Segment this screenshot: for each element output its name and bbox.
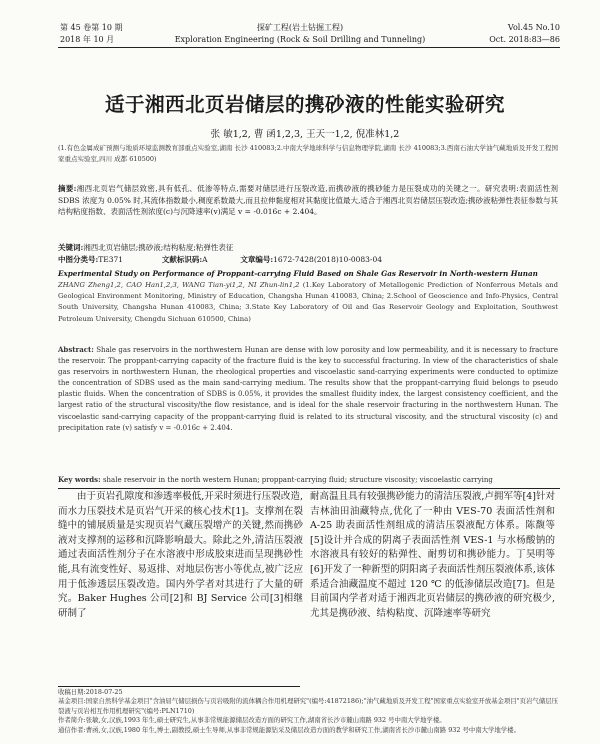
- keywords-en-text: shale reservoir in the north western Hunan; proppant-carrying fluid; structure viscosity; viscoelastic carrying: [102, 476, 493, 484]
- abstract-en-text: Shale gas reservoirs in the northwestern Hunan are dense with low porosity and low permeability, and it is necessary to fracture the reservoir. The proppant-carrying capacity of the fracture fluid is the key to successful fracturing. In view of the characteristics of shale gas reservoirs in northwestern Hunan, the rheological properties and viscoelastic sand-carrying experiments were conducted to optimize the concentration of SDBS used as the main sand-carrying medium. The results show that the proppant-carrying fluid belongs to pseudo plastic fluids. When the concentration of SDBS is 0.05%, it provides the smallest fluidity index, the largest consistency coefficient, and the largest ratio of the structural viscosity/the flow resistance, and is ideal for the shale reservoir fracturing in the northwestern Hunan. The viscoelastic sand-carrying capacity of the proppant-carrying fluid is related to its structural viscosity, and the structural viscosity (c) and precipitation rate (v) satisfy v = -0.016c + 2.404.: [58, 346, 558, 432]
- english-title: Experimental Study on Performance of Proppant-carrying Fluid Based on Shale Gas Reservoir in North-western Hunan: [58, 269, 538, 278]
- english-authors: ZHANG Zheng1,2, CAO Han1,2,3, WANG Tian-yi1,2, NI Zhun-lin1,2: [58, 281, 300, 289]
- date-en: Oct. 2018:83—86: [489, 35, 560, 44]
- clc-label: 中图分类号:: [58, 255, 99, 264]
- paper-title: 适于湘西北页岩储层的携砂液的性能实验研究: [104, 93, 505, 116]
- abstract-cn-label: 摘要:: [58, 184, 77, 193]
- abstract-rule: [58, 488, 560, 489]
- abstract-cn: [58, 183, 558, 218]
- doc-code: A: [202, 255, 208, 264]
- body-column-left: 由于页岩孔隙度和渗透率极低,开采时须进行压裂改造,而水力压裂技术是页岩气开采的核心技术[1]。支撑剂在裂缝中的铺展质量是实现页岩气藏压裂增产的关键,然而携砂液对支撑剂的运移和沉降影响最大。除此之外,清洁压裂液通过表面活性剂分子在水溶液中形成胶束进而呈现携砂性能,具有流变性好、易返排、对地层伤害小等优点,被广泛应用于低渗透层压裂改造。国内外学者对其进行了大量的研究。Baker Hughes 公司[2]和 BJ Service 公司[3]相继研制了: [58, 491, 303, 619]
- english-affiliations: (1.Key Laboratory of Metallogenic Prediction of Nonferrous Metals and Geological Environment Monitoring, Ministry of Education, Changsha Hunan 410083, China; 2.School of Geoscience and Info-Physics, Central South University, Changsha Hunan 410083, China; 3.State Key Laboratory of Oil and Gas Reservoir Geology and Exploitation, Southwest Petroleum University, Chengdu Sichuan 610500, China): [58, 281, 558, 323]
- keywords-en: [58, 474, 558, 486]
- classification-line: [58, 254, 558, 265]
- header-right: [489, 22, 560, 46]
- abstract-cn-text: 湘西北页岩气储层致密,具有低孔、低渗等特点,需要对储层进行压裂改造,而携砂液的携砂能力是压裂成功的关键之一。研究表明:表面活性剂 SDBS 浓度为 0.05% 时,其流体指数最小,稠度系数最大,而且拉伸黏度相对其黏度比值最大,适合于湘西北页岩储层压裂改造;携砂液粘弹性表征参数与其结构粘度指数、表面活性剂浓度(c)与沉降速率(v)满足 v = -0.016c + 2.404。: [58, 184, 558, 216]
- doc-code-label: 文献标识码:: [161, 255, 203, 264]
- english-authors-affiliations: [58, 280, 558, 325]
- clc-code: TE371: [98, 255, 124, 264]
- date-cn: 2018 年 10 月: [60, 35, 115, 44]
- volume-en: Vol.45 No.10: [507, 23, 560, 32]
- footnote-funding: 基金项目:国家自然科学基金项目"含油屈气储层损伤与页岩吸附的流体耦合作用机理研究"(编号:41872186);"油气藏地质及开发工程"国家重点实验室开放基金项目"页岩气储层压裂液与页岩相互作用机理研究"(编号:PLN1710): [58, 697, 558, 715]
- keywords-cn-text: 湘西北页岩储层;携砂液;结构粘度;粘弹性表征: [83, 243, 234, 252]
- footnote-corresponding: 通信作者:曹函,女,汉族,1980 年生,博士,副教授,硕士生导师,从事非常规能源钻采及储层改造方面的教学和研究工作,湖南省长沙市麓山南路 932 号中南大学地学楼。: [58, 725, 520, 734]
- affiliations-cn: (1.有色金属成矿预测与地质环境监测教育部重点实验室,湖南 长沙 410083;2.中南大学地球科学与信息物理学院,湖南 长沙 410083;3.西南石油大学油气藏地质及开发工程国家重点实验室,四川 成都 610500): [58, 144, 558, 163]
- body-column-right: 耐高温且具有较强携砂能力的清洁压裂液,卢拥军等[4]针对吉林油田油藏特点,优化了一种由 VES-70 表面活性剂和 A-25 助表面活性剂组成的清洁压裂液配方体系。陈馥等[5]设计并合成的阴离子表面活性剂 VES-1 与水杨酸钠的水溶液具有较好的粘弹性、耐剪切和携砂能力。丁昊明等[6]开发了一种新型的阴阳离子表面活性剂压裂液体系,该体系适合油藏温度不超过 120 ℃ 的低渗储层改造[7]。但是目前国内学者对适于湘西北页岩储层的携砂液的研究极少,尤其是携砂液、结构粘度、沉降速率等研究: [310, 491, 555, 619]
- footnote-received: 收稿日期:2018-07-25: [58, 688, 123, 696]
- footnote-rule: [58, 686, 300, 687]
- volume-cn: 第 45 卷第 10 期: [60, 23, 123, 32]
- abstract-en-label: Abstract:: [58, 345, 94, 354]
- keywords-cn-label: 关键词:: [58, 243, 84, 252]
- footnotes: [58, 688, 558, 735]
- journal-cn: 探矿工程(岩土钻掘工程): [256, 23, 344, 32]
- abstract-en: [58, 344, 558, 434]
- article-no: 1672-7428(2018)10-0083-04: [273, 255, 383, 264]
- footnote-author: 作者简介:张敏,女,汉族,1993 年生,硕士研究生,从事非常规能源储层改造方面的研究工作,湖南省长沙市麓山南路 932 号中南大学地学楼。: [58, 716, 446, 725]
- author-list: 张 敏1,2, 曹 函1,2,3, 王天一1,2, 倪准林1,2: [210, 129, 400, 140]
- keywords-en-label: Key words:: [58, 475, 101, 484]
- article-no-label: 文章编号:: [240, 255, 274, 264]
- keywords-cn: [58, 242, 558, 253]
- journal-en: Exploration Engineering (Rock & Soil Drilling and Tunneling): [174, 35, 426, 44]
- header-rule: [58, 47, 560, 48]
